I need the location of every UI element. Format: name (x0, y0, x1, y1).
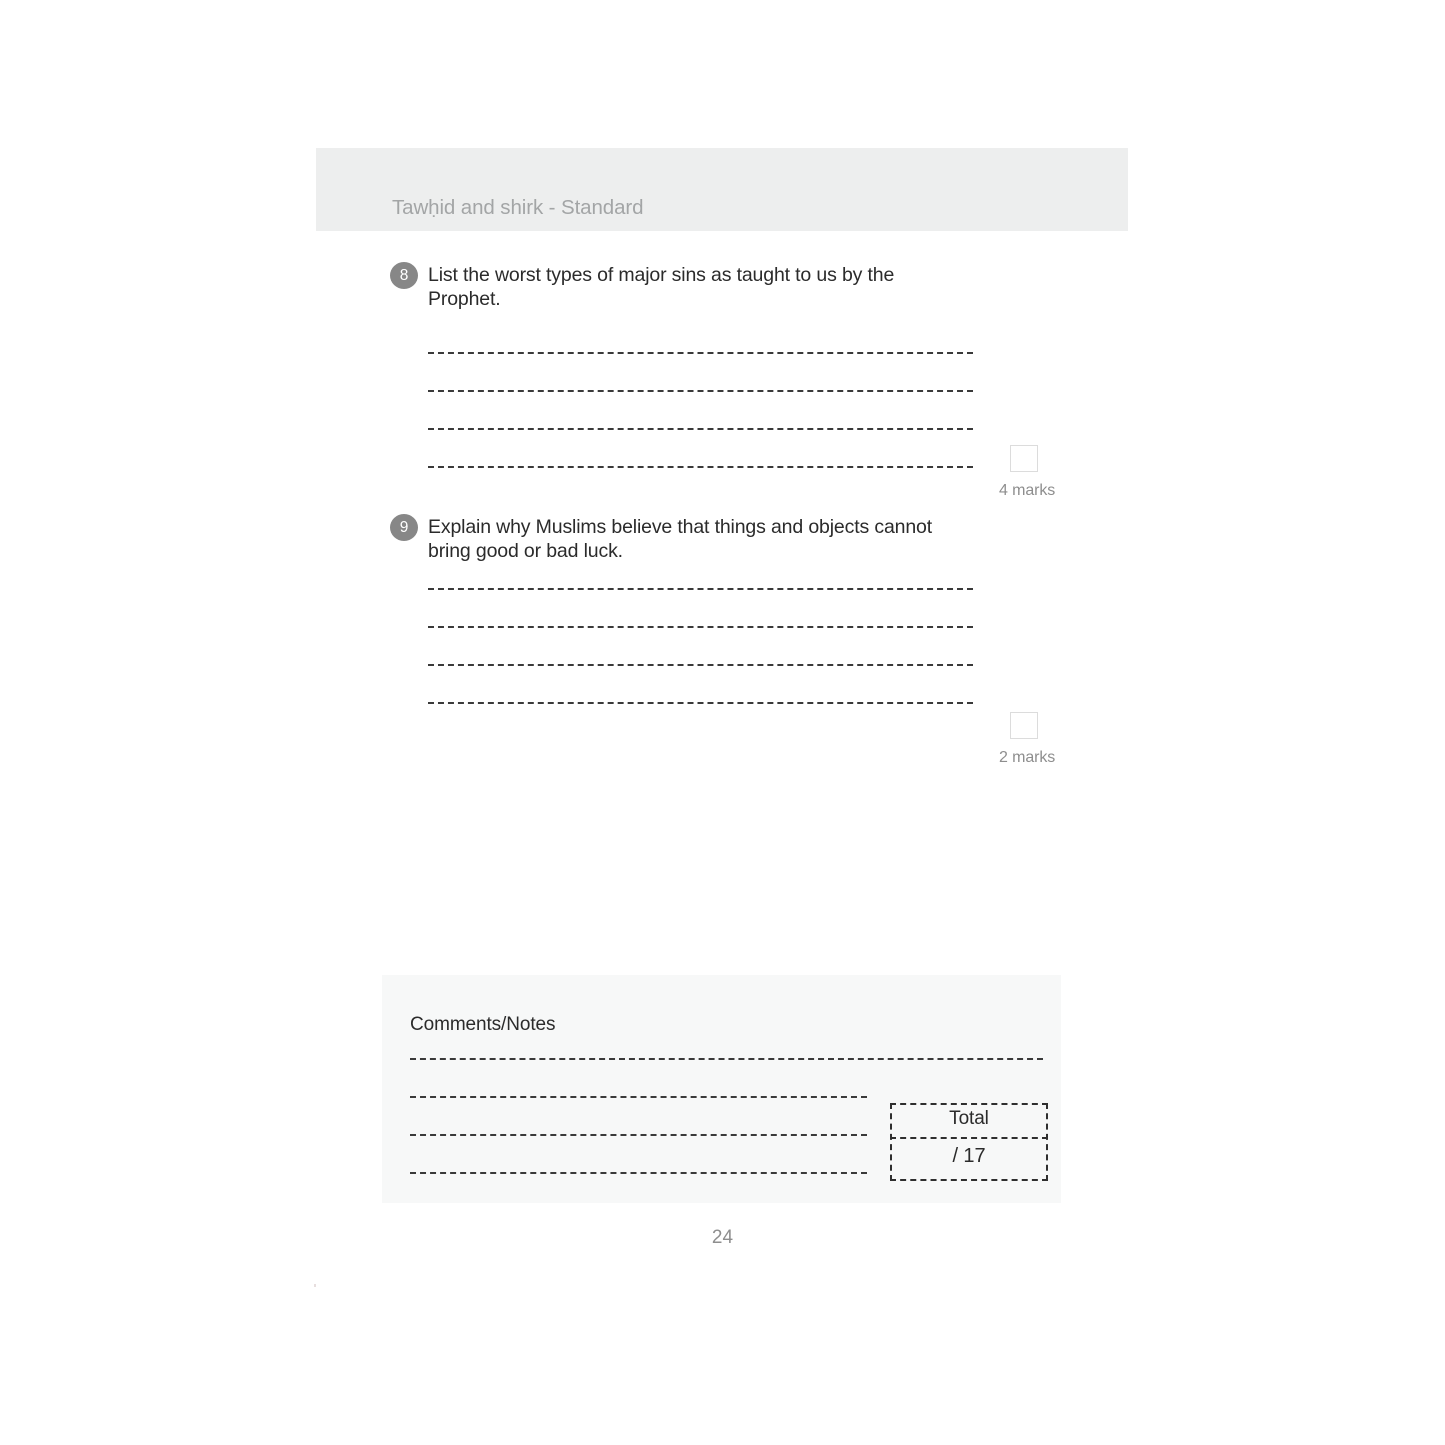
question-text: List the worst types of major sins as taught to us by the Prophet. (428, 264, 895, 310)
question-text: Explain why Muslims believe that things and objects cannot bring good or bad luck. (428, 516, 932, 562)
comments-title: Comments/Notes (410, 1014, 556, 1035)
answer-line[interactable] (428, 588, 973, 590)
total-label: Total (949, 1108, 989, 1129)
marks-entry-box[interactable] (1010, 712, 1038, 739)
total-value: / 17 (952, 1145, 986, 1167)
page-title: Tawḥid and shirk - Standard (392, 196, 644, 219)
total-box-divider (890, 1137, 1048, 1139)
answer-line[interactable] (428, 352, 973, 354)
question-number-badge: 8 (390, 262, 418, 289)
question-number-badge: 9 (390, 514, 418, 541)
answer-line[interactable] (428, 702, 973, 704)
comment-line[interactable] (410, 1096, 867, 1098)
marks-entry-box[interactable] (1010, 445, 1038, 472)
answer-line[interactable] (428, 466, 973, 468)
marks-label: 2 marks (999, 749, 1056, 766)
answer-line[interactable] (428, 626, 973, 628)
page-header-band (316, 148, 1128, 231)
comment-line[interactable] (410, 1134, 867, 1136)
answer-line[interactable] (428, 664, 973, 666)
comment-line[interactable] (410, 1172, 867, 1174)
page-speck (314, 1284, 316, 1287)
comment-line[interactable] (410, 1058, 1043, 1060)
answer-line[interactable] (428, 428, 973, 430)
marks-label: 4 marks (999, 482, 1056, 499)
answer-line[interactable] (428, 390, 973, 392)
page-number: 24 (711, 1227, 734, 1248)
